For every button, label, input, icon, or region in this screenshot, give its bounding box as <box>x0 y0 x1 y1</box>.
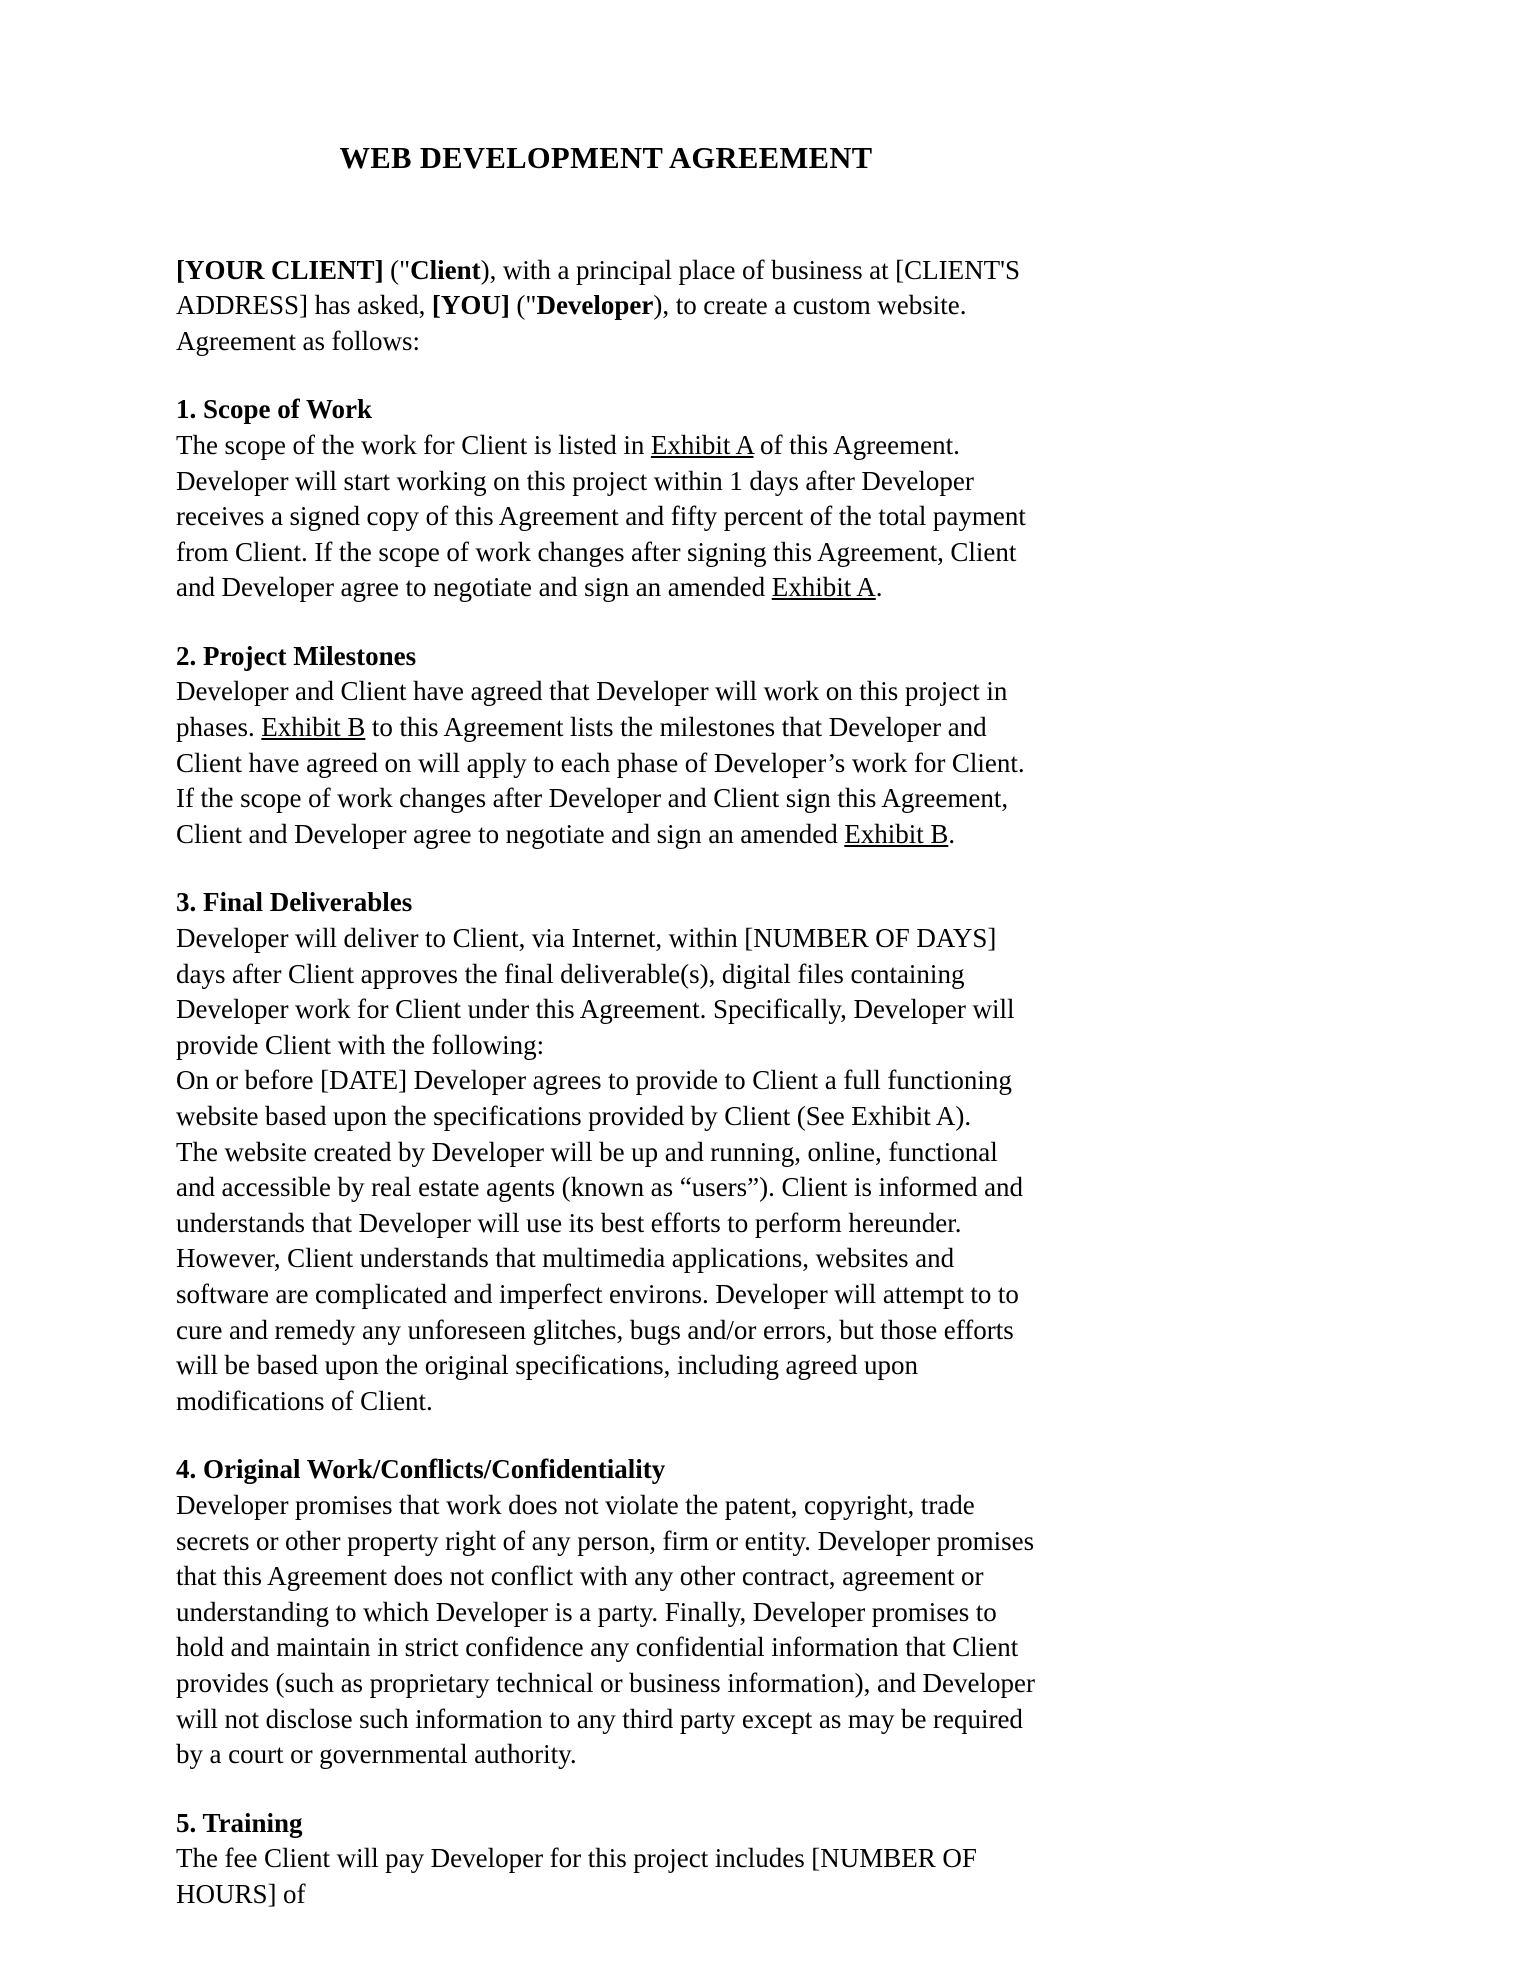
intro-middle-text: ), with a principal place of business at [CLIENT'S ADDRESS] has asked, <box>176 254 1021 321</box>
scope-text-part-1: The scope of the work for Client is listed in <box>176 429 651 460</box>
section-heading-training: 5. Training <box>176 1807 303 1838</box>
section-body-training: The fee Client will pay Developer for this project includes [NUMBER OF HOURS] of <box>176 1843 977 1909</box>
milestones-text-part-3: . <box>948 818 956 849</box>
section-body-project-milestones <box>176 674 1036 852</box>
intro-second-paren: (" <box>509 290 537 321</box>
section-heading-scope-of-work: 1. Scope of Work <box>176 394 373 425</box>
intro-open-paren: (" <box>383 254 411 285</box>
page-title: WEB DEVELOPMENT AGREEMENT <box>339 141 873 175</box>
section-heading-project-milestones: 2. Project Milestones <box>176 640 417 671</box>
exhibit-b-reference-2: Exhibit B <box>844 818 949 849</box>
final-deliverables-paragraph-1: Developer will deliver to Client, via Internet, within [NUMBER OF DAYS] days after Client approves the final deliverable(s), digital files containing Developer work for Client under this Agreement. Specifically, Developer will provide Client with the following: <box>176 923 1015 1060</box>
intro-tail-text: ), to create a custom website. Agreement as follows: <box>176 290 967 356</box>
you-placeholder: [YOU] <box>431 290 510 321</box>
section-heading-original-work-conflicts-confidentiality: 4. Original Work/Conflicts/Confidentiality <box>176 1454 666 1485</box>
intro-paragraph <box>176 176 1036 360</box>
final-deliverables-paragraph-3: The website created by Developer will be up and running, online, functional and accessible by real estate agents (known as “users”). Client is informed and understands that Developer will use its best efforts to perform hereunder. <box>176 1136 1024 1238</box>
section-body-scope-of-work <box>176 428 1036 606</box>
client-placeholder: [YOUR CLIENT] <box>176 254 384 285</box>
milestones-text-part-2: to this Agreement lists the milestones that Developer and Client have agreed on will apply to each phase of Developer’s work for Client. If the scope of work changes after Developer and Client sign this Agreement, Client and Developer agree to negotiate and sign an amended <box>176 712 1025 849</box>
developer-quoted-term: Developer <box>536 290 654 321</box>
exhibit-a-reference-1: Exhibit A <box>650 429 754 460</box>
milestones-text-part-1: Developer and Client have agreed that Developer will work on this project in phases. <box>176 676 1008 743</box>
exhibit-b-reference-1: Exhibit B <box>261 712 366 743</box>
document-content <box>176 0 1036 1912</box>
final-deliverables-paragraph-2: On or before [DATE] Developer agrees to provide to Client a full functioning website based upon the specifications provided by Client (See Exhibit A). <box>176 1065 1012 1132</box>
final-deliverables-paragraph-4: However, Client understands that multimedia applications, websites and software are complicated and imperfect environs. Developer will attempt to to cure and remedy any unforeseen glitches, bugs and/or errors, but those efforts will be based upon the original specifications, including agreed upon modifications of Client. <box>176 1243 1019 1416</box>
scope-text-part-3: . <box>875 572 883 603</box>
section-body-original-work-conflicts-confidentiality: Developer promises that work does not violate the patent, copyright, trade secrets or other property right of any person, firm or entity. Developer promises that this Agreement does not conflict with any other contract, agreement or understanding to which Developer is a party. Finally, Developer promises to hold and maintain in strict confidence any confidential information that Client provides (such as proprietary technical or business information), and Developer will not disclose such information to any third party except as may be required by a court or governmental authority. <box>176 1489 1035 1770</box>
client-quoted-term: Client <box>410 254 481 285</box>
exhibit-a-reference-2: Exhibit A <box>771 572 876 603</box>
scope-text-part-2: of this Agreement. Developer will start working on this project within 1 days after Developer receives a signed copy of this Agreement and fifty percent of the total payment from Client. If the scope of work changes after signing this Agreement, Client and Developer agree to negotiate and sign an amended <box>176 429 1026 603</box>
section-heading-final-deliverables: 3. Final Deliverables <box>176 887 413 918</box>
